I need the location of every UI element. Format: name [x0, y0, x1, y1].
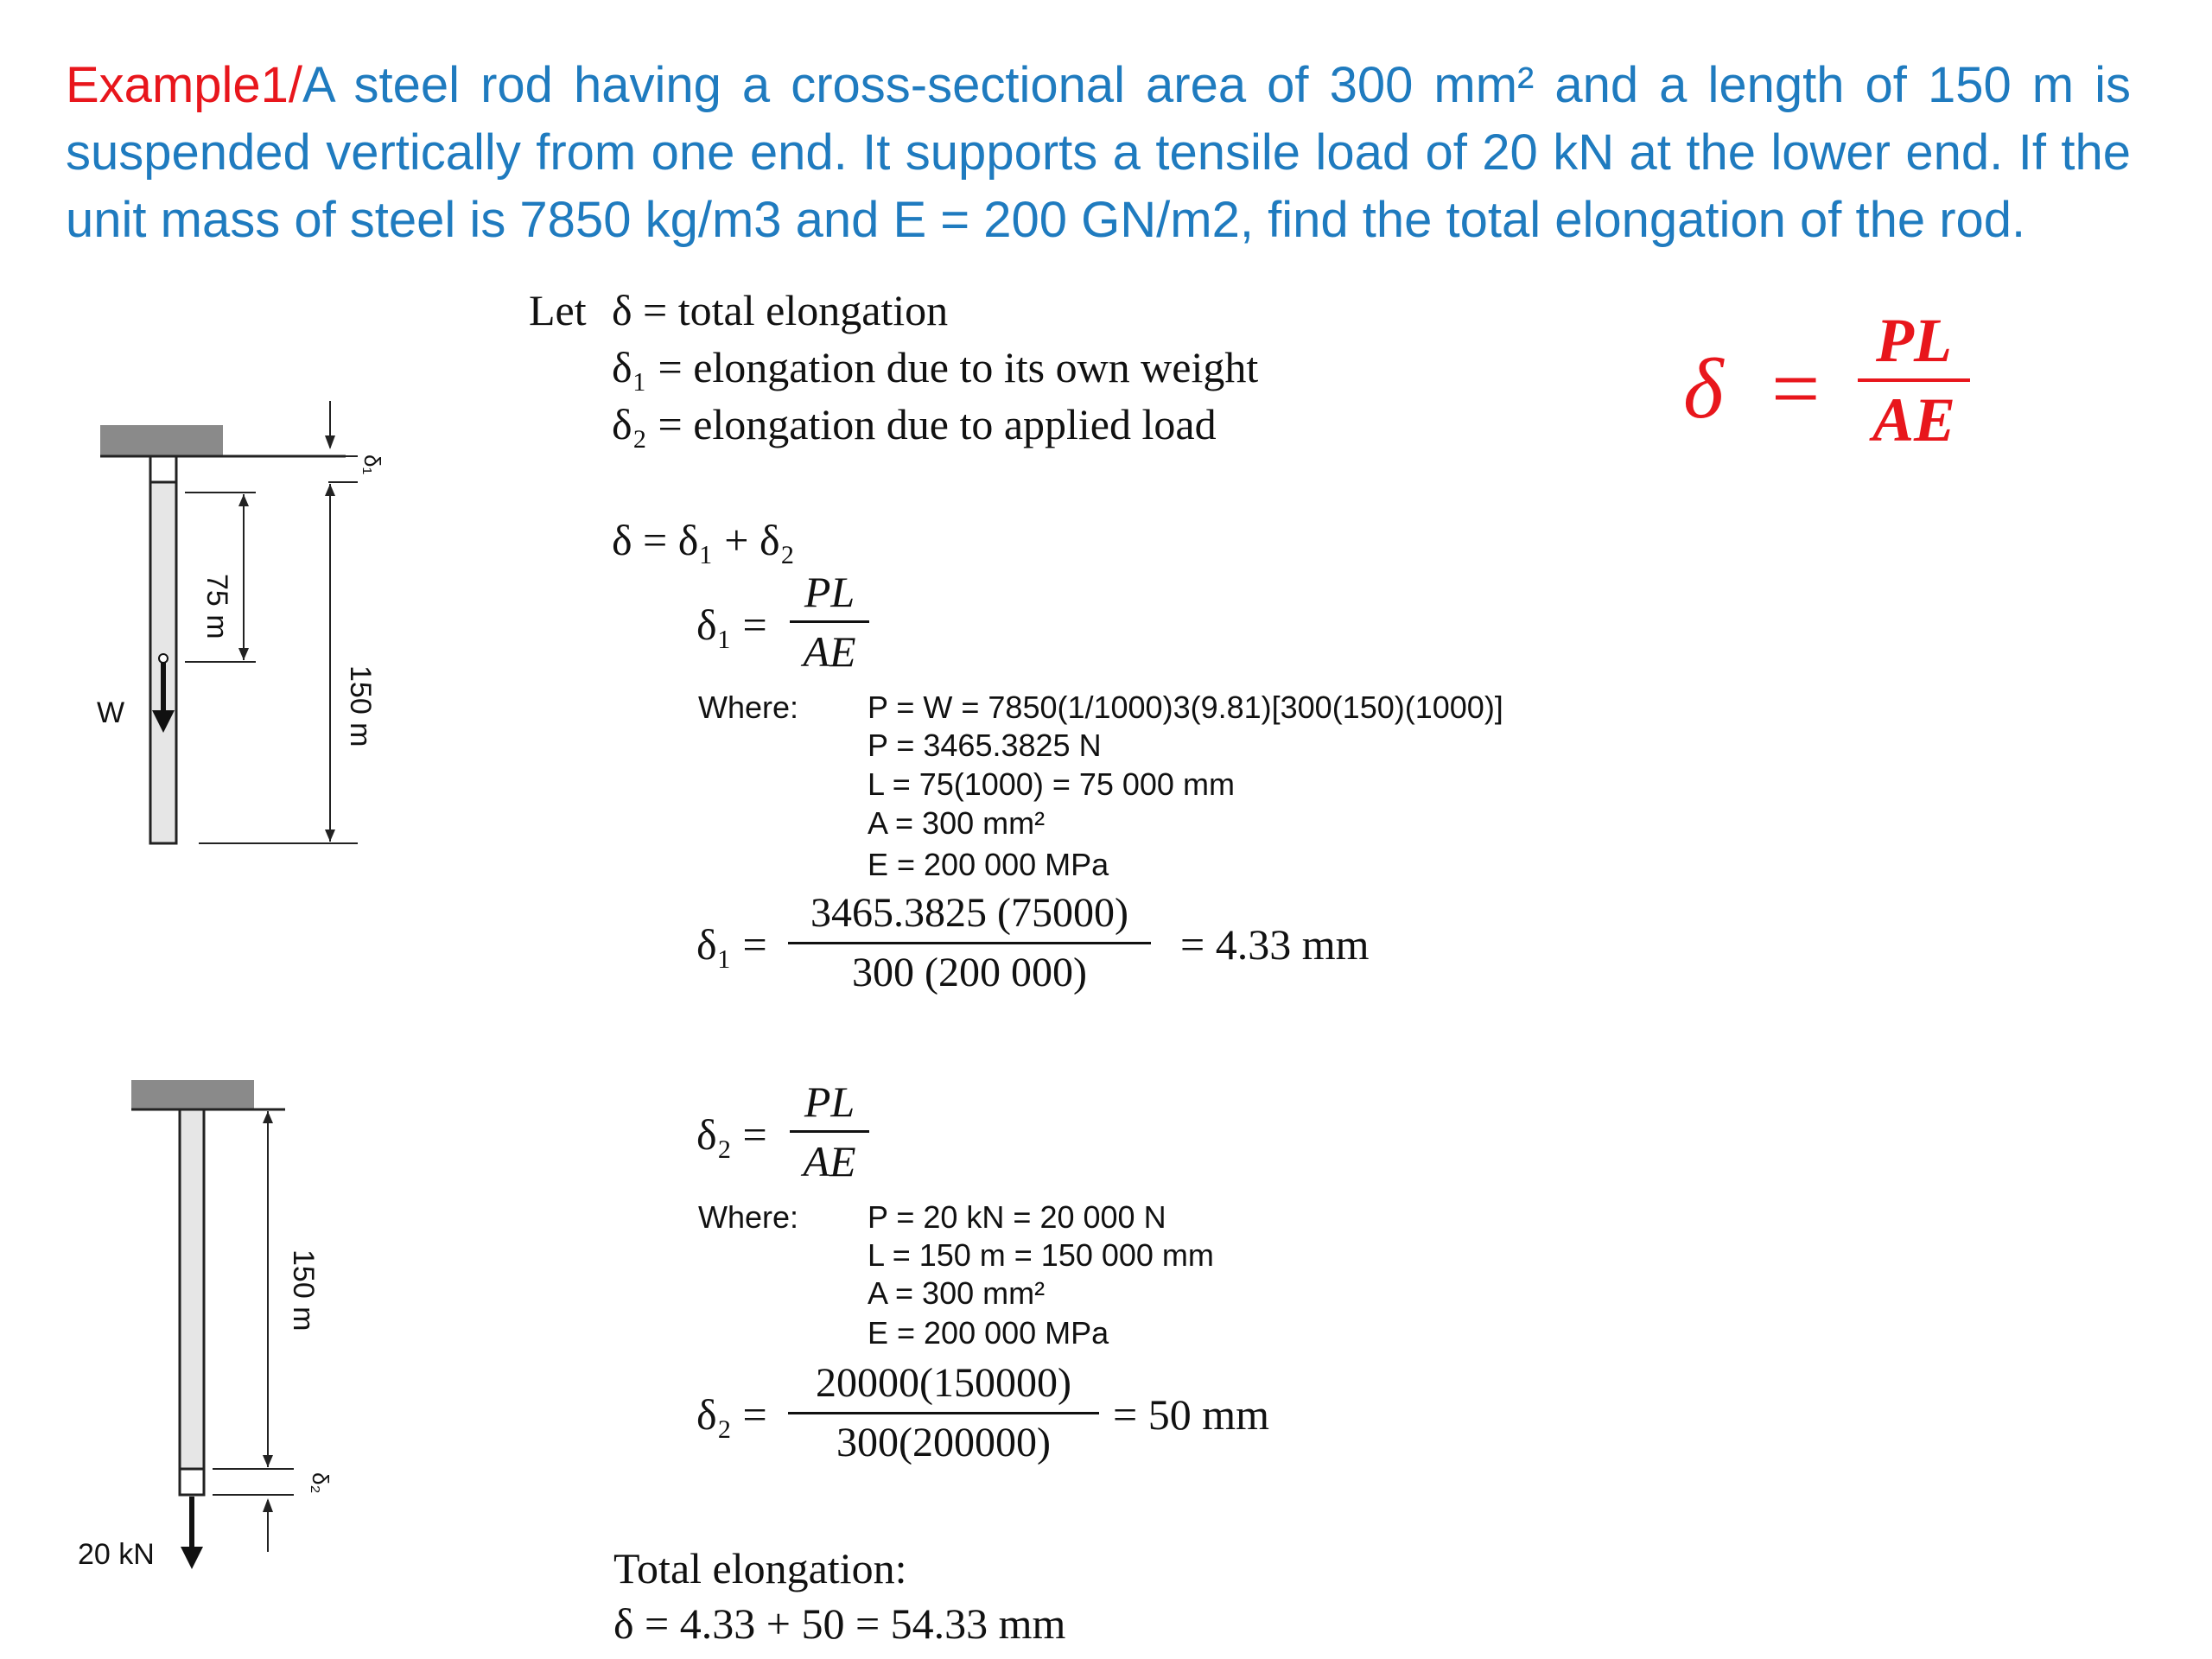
part2-line-4: E = 200 000 MPa	[868, 1315, 1109, 1351]
figure2-load-label: 20 kN	[78, 1538, 155, 1571]
part2-numerator: PL	[804, 1077, 855, 1126]
part1-numerator: PL	[804, 568, 855, 616]
part2-fraction	[790, 1077, 869, 1186]
figure1-support	[100, 425, 223, 456]
let-label: Let	[529, 286, 587, 334]
part1-line-1: P = W = 7850(1/1000)3(9.81)[300(150)(1000)]	[868, 690, 1503, 725]
delta-definition: δ = total elongation	[612, 286, 949, 334]
part1-denominator: AE	[803, 627, 856, 676]
figure2-rod	[180, 1109, 204, 1469]
delta2-definition: δ₂ = elongation due to applied load	[612, 400, 1217, 448]
problem-text: A steel rod having a cross-sectional area of 300 mm² and a length of 150 m is suspended vertically from one end. It supports a tensile load of 20 kN at the lower end. If the unit mass of steel is 7850 kg/m3 and E = 200 GN/m2, find the total elongation of the rod.	[66, 57, 2131, 248]
figure2-support	[131, 1080, 254, 1109]
formula-eq: =	[1771, 340, 1821, 436]
figure2-delta-label: δ₂	[308, 1472, 334, 1494]
part2-calc-fraction	[788, 1358, 1099, 1468]
figure2-load-arrow-head	[181, 1547, 203, 1569]
part2-lhs: δ₂ =	[696, 1110, 767, 1159]
part2-calc-lhs: δ₂ =	[696, 1390, 767, 1439]
figure1-load-arrow-head	[152, 710, 175, 733]
problem-statement	[66, 52, 2131, 287]
total-label: Total elongation:	[613, 1544, 907, 1592]
part2-calc-numerator: 20000(150000)	[816, 1360, 1071, 1406]
part2-calc-denominator: 300(200000)	[836, 1420, 1051, 1465]
part1-line-3: L = 75(1000) = 75 000 mm	[868, 766, 1235, 802]
example-label: Example1/	[66, 57, 303, 113]
part1-calc-lhs: δ₁ =	[696, 920, 767, 969]
part2-where: Where:	[698, 1199, 799, 1235]
figure1-dim-full: 150 m	[344, 665, 377, 747]
sum-equation: δ = δ₁ + δ₂	[612, 516, 795, 564]
figure2-dim-full: 150 m	[287, 1249, 320, 1332]
part1-calc-fraction	[788, 888, 1151, 998]
part2-line-1: P = 20 kN = 20 000 N	[868, 1199, 1166, 1235]
total-equation: δ = 4.33 + 50 = 54.33 mm	[613, 1599, 1066, 1648]
part1-line-5: E = 200 000 MPa	[868, 847, 1109, 882]
part1-calc-denominator: 300 (200 000)	[852, 950, 1087, 995]
figure1-load-label: W	[97, 696, 125, 729]
formula-numerator: PL	[1876, 306, 1952, 375]
part1-calc-numerator: 3465.3825 (75000)	[810, 890, 1128, 936]
figure2-rod-elongation	[180, 1469, 204, 1495]
delta1-definition: δ₁ = elongation due to its own weight	[612, 343, 1259, 391]
part1-line-2: P = 3465.3825 N	[868, 728, 1102, 763]
formula-lhs: δ	[1683, 340, 1724, 436]
formula-denominator: AE	[1872, 385, 1956, 454]
figure1-dim-half: 75 m	[200, 574, 233, 639]
part1-result: = 4.33 mm	[1180, 920, 1370, 969]
part1-where: Where:	[698, 690, 799, 725]
part1-lhs: δ₁ =	[696, 601, 767, 649]
part1-fraction	[790, 567, 869, 677]
part2-line-2: L = 150 m = 150 000 mm	[868, 1237, 1214, 1273]
figure1-rod-top	[150, 456, 176, 482]
formula-fraction	[1858, 306, 1970, 454]
part2-denominator: AE	[803, 1137, 856, 1185]
figure1-rod	[150, 482, 176, 843]
part1-line-4: A = 300 mm²	[868, 805, 1046, 841]
part2-line-3: A = 300 mm²	[868, 1275, 1046, 1311]
figure1-delta-label: δ₁	[359, 454, 385, 475]
part2-result: = 50 mm	[1113, 1390, 1269, 1439]
